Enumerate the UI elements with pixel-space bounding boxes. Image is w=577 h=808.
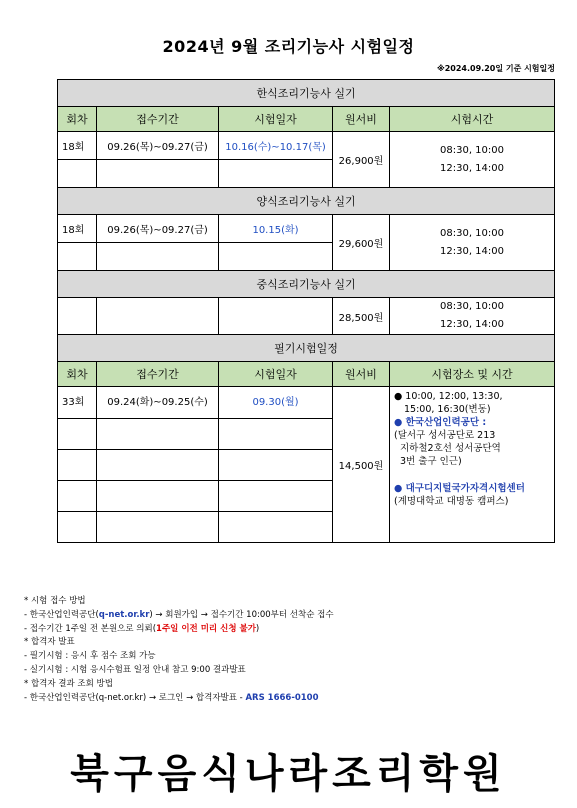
time-line: 12:30, 14:00 xyxy=(440,162,504,174)
reception-cell: 09.24(화)~09.25(수) xyxy=(97,387,219,419)
org-address: (달서구 성서공단로 213 xyxy=(394,430,496,441)
page-title: 2024년 9월 조리기능사 시험일정 xyxy=(162,37,415,56)
note-line: * 시험 접수 방법 xyxy=(24,596,86,606)
note-line: - 한국산업인력공단(q-net.or.kr) → 로그인 → 합격자발표 - ARS 1666-0100 xyxy=(24,692,319,703)
exam-time-cell xyxy=(390,215,555,271)
org-name: ● 한국산업인력공단 : xyxy=(394,417,487,428)
exam-date-cell: 10.15(화) xyxy=(219,215,333,243)
time-line: 12:30, 14:00 xyxy=(440,245,504,257)
round-cell: 18회 xyxy=(58,132,97,160)
section-header-chinese xyxy=(58,271,555,298)
time-line: 08:30, 10:00 xyxy=(440,144,504,156)
note-line: - 필기시험 : 응시 후 점수 조회 가능 xyxy=(24,651,156,662)
header-fee: 원서비 xyxy=(333,107,390,132)
note-line: * 합격자 결과 조회 방법 xyxy=(24,678,113,689)
header-round: 회차 xyxy=(58,107,97,132)
warning-text: 1주일 이전 미리 신청 불가 xyxy=(156,623,256,634)
column-header-row xyxy=(58,362,555,387)
header-exam-date: 시험일자 xyxy=(219,107,333,132)
header-place-time: 시험장소 및 시간 xyxy=(390,362,555,387)
section-title-chinese: 중식조리기능사 실기 xyxy=(58,271,555,298)
round-cell: 18회 xyxy=(58,215,97,243)
fee-cell: 28,500원 xyxy=(333,298,390,335)
header-reception: 접수기간 xyxy=(97,362,219,387)
note-line: - 한국산업인력공단(q-net.or.kr) → 회원가입 → 접수기간 10:00부터 선착순 접수 xyxy=(24,609,334,620)
table-row xyxy=(58,215,555,243)
org-address: (계명대학교 대명동 캠퍼스) xyxy=(394,496,509,507)
place-times: 15:00, 16:30(변동) xyxy=(404,404,491,415)
round-cell: 33회 xyxy=(58,387,97,419)
org-name: ● 대구디지털국가자격시험센터 xyxy=(394,483,525,494)
note-line: - 실기시험 : 시험 응시수험표 일정 안내 참고 9:00 결과발표 xyxy=(24,664,246,675)
column-header-row xyxy=(58,107,555,132)
reception-cell: 09.26(목)~09.27(금) xyxy=(97,215,219,243)
fee-cell: 14,500원 xyxy=(333,387,390,543)
org-address: 지하철2호선 성서공단역 xyxy=(400,443,501,454)
exam-place-cell xyxy=(390,387,555,543)
table-row xyxy=(58,298,555,335)
section-title-korean: 한식조리기능사 실기 xyxy=(58,80,555,107)
academy-name: 북구음식나라조리학원 xyxy=(70,751,507,797)
place-times: ● 10:00, 12:00, 13:30, xyxy=(394,391,503,402)
schedule-table xyxy=(57,79,555,543)
basis-note: ※2024.09.20일 기준 시험일정 xyxy=(436,64,555,73)
exam-date-cell: 09.30(월) xyxy=(219,387,333,419)
header-fee: 원서비 xyxy=(333,362,390,387)
ars-number: ARS 1666-0100 xyxy=(245,692,319,703)
note-line: * 합격자 발표 xyxy=(24,637,75,648)
reception-cell: 09.26(목)~09.27(금) xyxy=(97,132,219,160)
header-reception: 접수기간 xyxy=(97,107,219,132)
header-exam-time: 시험시간 xyxy=(390,107,555,132)
section-header-written xyxy=(58,335,555,362)
org-address: 3번 출구 인근) xyxy=(400,456,462,467)
table-row xyxy=(58,387,555,419)
exam-time-cell xyxy=(390,132,555,188)
header-exam-date: 시험일자 xyxy=(219,362,333,387)
section-header-western xyxy=(58,188,555,215)
time-line: 08:30, 10:00 xyxy=(440,301,504,312)
qnet-link[interactable]: q-net.or.kr xyxy=(98,609,150,620)
notes-block xyxy=(24,595,334,705)
section-title-western: 양식조리기능사 실기 xyxy=(58,188,555,215)
time-line: 12:30, 14:00 xyxy=(440,319,504,330)
fee-cell: 26,900원 xyxy=(333,132,390,188)
exam-date-cell: 10.16(수)~10.17(목) xyxy=(219,132,333,160)
table-row xyxy=(58,132,555,160)
time-line: 08:30, 10:00 xyxy=(440,227,504,239)
fee-cell: 29,600원 xyxy=(333,215,390,271)
header-round: 회차 xyxy=(58,362,97,387)
section-title-written: 필기시험일정 xyxy=(58,335,555,362)
exam-time-cell xyxy=(390,298,555,335)
section-header-korean xyxy=(58,80,555,107)
note-line: - 접수기간 1주일 전 본원으로 의뢰(1주일 이전 미리 신청 불가) xyxy=(24,623,260,634)
